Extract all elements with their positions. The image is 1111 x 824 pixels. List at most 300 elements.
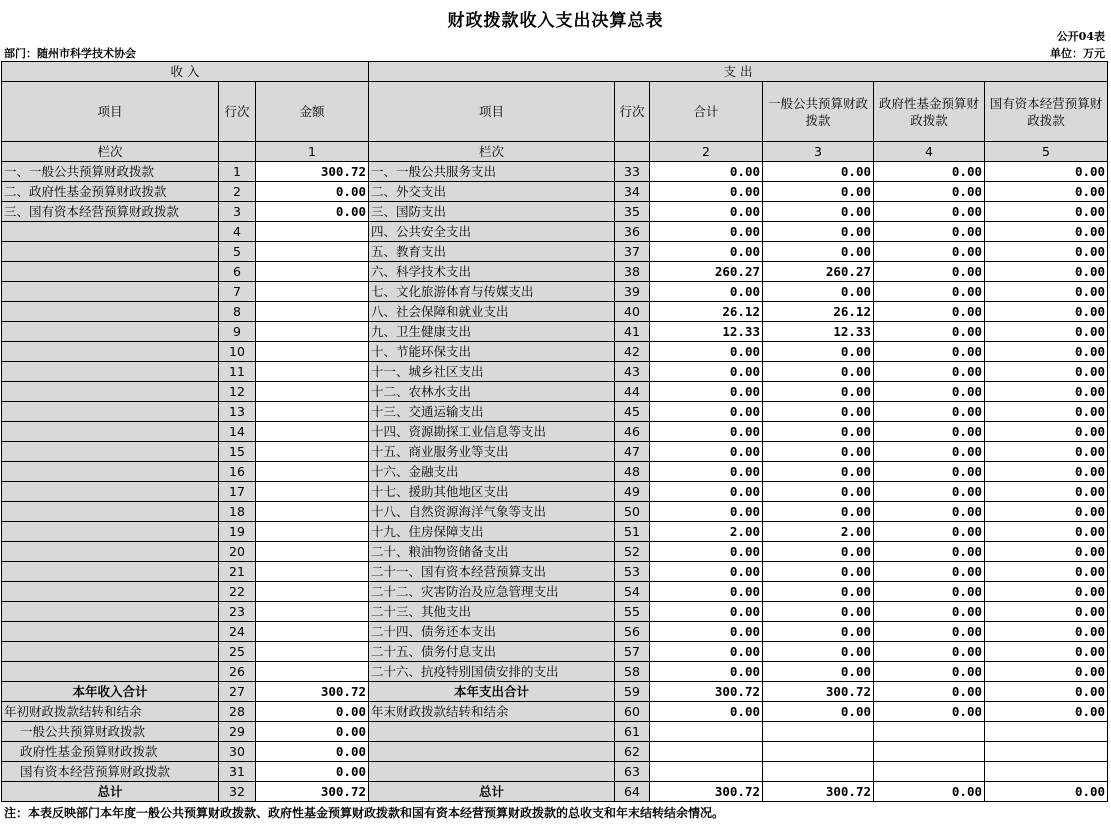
- general-budget-amount: 0.00: [763, 542, 874, 562]
- income-amount: [256, 262, 369, 282]
- gov-fund-amount: 0.00: [874, 682, 985, 702]
- expense-row-no: 45: [615, 402, 650, 422]
- income-row-no: 8: [219, 302, 256, 322]
- income-amount: [256, 302, 369, 322]
- table-row: [2, 582, 1108, 602]
- expense-row-no: 62: [615, 742, 650, 762]
- section-header-row: [2, 62, 1108, 82]
- expense-row-no: 51: [615, 522, 650, 542]
- income-item: [2, 362, 219, 382]
- income-amount: [256, 322, 369, 342]
- state-capital-amount: [985, 762, 1108, 782]
- expense-item: [369, 722, 615, 742]
- income-item: [2, 482, 219, 502]
- expense-item: 十九、住房保障支出: [369, 522, 615, 542]
- budget-summary-table: [1, 61, 1108, 802]
- gov-fund-amount: 0.00: [874, 462, 985, 482]
- total-amount: [650, 742, 763, 762]
- total-amount: 0.00: [650, 662, 763, 682]
- income-row-no: 20: [219, 542, 256, 562]
- table-row: [2, 642, 1108, 662]
- expense-row-no: 58: [615, 662, 650, 682]
- gov-fund-amount: 0.00: [874, 182, 985, 202]
- income-item: 国有资本经营预算财政拨款: [2, 762, 219, 782]
- state-capital-amount: 0.00: [985, 622, 1108, 642]
- gov-fund-amount: 0.00: [874, 662, 985, 682]
- income-amount: [256, 382, 369, 402]
- state-capital-amount: 0.00: [985, 602, 1108, 622]
- total-amount: 2.00: [650, 522, 763, 542]
- general-budget-amount: 2.00: [763, 522, 874, 542]
- expense-row-no: 47: [615, 442, 650, 462]
- income-col-label-blank: [219, 142, 256, 162]
- income-item: 年初财政拨款结转和结余: [2, 702, 219, 722]
- income-item: [2, 642, 219, 662]
- expense-item: 二十二、灾害防治及应急管理支出: [369, 582, 615, 602]
- expense-row-no: 60: [615, 702, 650, 722]
- gov-fund-amount: 0.00: [874, 342, 985, 362]
- gov-fund-amount: [874, 742, 985, 762]
- state-capital-amount: 0.00: [985, 182, 1108, 202]
- total-header: 合计: [650, 82, 763, 142]
- expense-row-no: 46: [615, 422, 650, 442]
- table-row: [2, 402, 1108, 422]
- state-capital-amount: 0.00: [985, 202, 1108, 222]
- state-capital-header: 国有资本经营预算财政拨款: [985, 82, 1108, 142]
- gov-fund-amount: 0.00: [874, 522, 985, 542]
- income-item: 一般公共预算财政拨款: [2, 722, 219, 742]
- gov-fund-amount: 0.00: [874, 202, 985, 222]
- expense-section-header: 支 出: [369, 62, 1108, 82]
- state-capital-amount: [985, 722, 1108, 742]
- expense-row-no: 41: [615, 322, 650, 342]
- gov-fund-amount: 0.00: [874, 242, 985, 262]
- gov-fund-amount: 0.00: [874, 702, 985, 722]
- gov-fund-amount: 0.00: [874, 162, 985, 182]
- expense-row-no: 49: [615, 482, 650, 502]
- expense-item: [369, 742, 615, 762]
- total-amount: 0.00: [650, 222, 763, 242]
- expense-item: 十五、商业服务业等支出: [369, 442, 615, 462]
- income-item: [2, 522, 219, 542]
- total-amount: 0.00: [650, 362, 763, 382]
- carryover-sub-row: [2, 722, 1108, 742]
- income-item: [2, 382, 219, 402]
- total-amount: 0.00: [650, 622, 763, 642]
- state-capital-amount: 0.00: [985, 342, 1108, 362]
- expense-row-no: 35: [615, 202, 650, 222]
- expense-item: 十二、农林水支出: [369, 382, 615, 402]
- expense-row-no: 56: [615, 622, 650, 642]
- income-row-no: 19: [219, 522, 256, 542]
- state-capital-amount: 0.00: [985, 542, 1108, 562]
- general-budget-amount: 0.00: [763, 582, 874, 602]
- income-row-no: 22: [219, 582, 256, 602]
- income-item: [2, 662, 219, 682]
- expense-item: 十四、资源勘探工业信息等支出: [369, 422, 615, 442]
- expense-item: 十八、自然资源海洋气象等支出: [369, 502, 615, 522]
- gov-fund-amount: 0.00: [874, 542, 985, 562]
- expense-row-no: 61: [615, 722, 650, 742]
- expense-row-no: 39: [615, 282, 650, 302]
- state-capital-amount: 0.00: [985, 482, 1108, 502]
- income-row-no: 18: [219, 502, 256, 522]
- gov-fund-amount: 0.00: [874, 622, 985, 642]
- income-amount: 0.00: [256, 722, 369, 742]
- expense-row-no: 43: [615, 362, 650, 382]
- gov-fund-amount: 0.00: [874, 422, 985, 442]
- gov-fund-amount: 0.00: [874, 602, 985, 622]
- total-amount: 0.00: [650, 342, 763, 362]
- state-capital-amount: 0.00: [985, 242, 1108, 262]
- general-budget-amount: 0.00: [763, 442, 874, 462]
- general-budget-amount: 0.00: [763, 282, 874, 302]
- income-row-no: 28: [219, 702, 256, 722]
- expense-row-no: 37: [615, 242, 650, 262]
- table-row: [2, 162, 1108, 182]
- income-amount: [256, 622, 369, 642]
- income-row-no: 13: [219, 402, 256, 422]
- income-item: [2, 342, 219, 362]
- col-4: 4: [874, 142, 985, 162]
- income-item: [2, 302, 219, 322]
- table-row: [2, 622, 1108, 642]
- expense-row-no: 40: [615, 302, 650, 322]
- state-capital-amount: 0.00: [985, 422, 1108, 442]
- income-amount: [256, 462, 369, 482]
- total-amount: 0.00: [650, 162, 763, 182]
- income-item: [2, 542, 219, 562]
- table-row: [2, 542, 1108, 562]
- income-item: 三、国有资本经营预算财政拨款: [2, 202, 219, 222]
- income-item: [2, 622, 219, 642]
- income-item: [2, 442, 219, 462]
- total-amount: 0.00: [650, 422, 763, 442]
- income-item: 二、政府性基金预算财政拨款: [2, 182, 219, 202]
- state-capital-amount: 0.00: [985, 442, 1108, 462]
- expense-item: 十七、援助其他地区支出: [369, 482, 615, 502]
- table-row: [2, 182, 1108, 202]
- income-row-no: 9: [219, 322, 256, 342]
- total-amount: 0.00: [650, 382, 763, 402]
- table-row: [2, 502, 1108, 522]
- income-amount: [256, 402, 369, 422]
- expense-col-label-blank: [615, 142, 650, 162]
- table-row: [2, 202, 1108, 222]
- table-row: [2, 342, 1108, 362]
- table-row: [2, 422, 1108, 442]
- gov-fund-header: 政府性基金预算财政拨款: [874, 82, 985, 142]
- income-row-no: 25: [219, 642, 256, 662]
- income-amount: 0.00: [256, 182, 369, 202]
- column-header-row: [2, 82, 1108, 142]
- expense-item: 三、国防支出: [369, 202, 615, 222]
- income-amount: [256, 502, 369, 522]
- footnote: 注：本表反映部门本年度一般公共预算财政拨款、政府性基金预算财政拨款和国有资本经营预算财政拨款的总收支和年末结转结余情况。: [4, 806, 725, 820]
- income-row-no: 5: [219, 242, 256, 262]
- general-budget-header: 一般公共预算财政拨款: [763, 82, 874, 142]
- gov-fund-amount: 0.00: [874, 442, 985, 462]
- total-amount: 0.00: [650, 402, 763, 422]
- income-item: [2, 562, 219, 582]
- expense-row-no: 57: [615, 642, 650, 662]
- table-row: [2, 222, 1108, 242]
- income-amount: 0.00: [256, 702, 369, 722]
- income-amount: [256, 342, 369, 362]
- expense-item: 年末财政拨款结转和结余: [369, 702, 615, 722]
- income-row-no: 3: [219, 202, 256, 222]
- state-capital-amount: 0.00: [985, 282, 1108, 302]
- expense-row-no: 55: [615, 602, 650, 622]
- expense-item: 九、卫生健康支出: [369, 322, 615, 342]
- total-amount: 300.72: [650, 782, 763, 802]
- income-row-no: 16: [219, 462, 256, 482]
- state-capital-amount: 0.00: [985, 502, 1108, 522]
- gov-fund-amount: 0.00: [874, 262, 985, 282]
- general-budget-amount: 0.00: [763, 642, 874, 662]
- total-amount: 0.00: [650, 642, 763, 662]
- general-budget-amount: 0.00: [763, 382, 874, 402]
- income-amount: 0.00: [256, 742, 369, 762]
- expense-row-no: 38: [615, 262, 650, 282]
- income-item: [2, 402, 219, 422]
- income-amount: [256, 642, 369, 662]
- expense-item: [369, 762, 615, 782]
- form-number: 公开04表: [1056, 30, 1105, 43]
- table-row: [2, 602, 1108, 622]
- income-amount: 300.72: [256, 162, 369, 182]
- gov-fund-amount: 0.00: [874, 642, 985, 662]
- expense-item: 四、公共安全支出: [369, 222, 615, 242]
- expense-item: 一、一般公共服务支出: [369, 162, 615, 182]
- income-col-label: 栏次: [2, 142, 219, 162]
- income-item: [2, 242, 219, 262]
- total-amount: 0.00: [650, 482, 763, 502]
- total-amount: 0.00: [650, 242, 763, 262]
- income-amount: [256, 482, 369, 502]
- grand-total-row: [2, 782, 1108, 802]
- general-budget-amount: 0.00: [763, 202, 874, 222]
- total-amount: 0.00: [650, 182, 763, 202]
- column-number-row: [2, 142, 1108, 162]
- general-budget-amount: 0.00: [763, 702, 874, 722]
- table-row: [2, 562, 1108, 582]
- expense-row-no: 48: [615, 462, 650, 482]
- income-row-no: 10: [219, 342, 256, 362]
- income-row-no: 14: [219, 422, 256, 442]
- total-amount: 12.33: [650, 322, 763, 342]
- table-row: [2, 462, 1108, 482]
- total-amount: 260.27: [650, 262, 763, 282]
- total-amount: 26.12: [650, 302, 763, 322]
- expense-row-no: 54: [615, 582, 650, 602]
- gov-fund-amount: 0.00: [874, 782, 985, 802]
- income-amount: [256, 242, 369, 262]
- income-item: 一、一般公共预算财政拨款: [2, 162, 219, 182]
- state-capital-amount: 0.00: [985, 462, 1108, 482]
- expense-item: 六、科学技术支出: [369, 262, 615, 282]
- income-item: [2, 262, 219, 282]
- state-capital-amount: 0.00: [985, 382, 1108, 402]
- gov-fund-amount: 0.00: [874, 482, 985, 502]
- income-row-no: 15: [219, 442, 256, 462]
- income-item: [2, 582, 219, 602]
- state-capital-amount: 0.00: [985, 302, 1108, 322]
- income-item: [2, 322, 219, 342]
- total-amount: 0.00: [650, 562, 763, 582]
- table-row: [2, 282, 1108, 302]
- state-capital-amount: 0.00: [985, 582, 1108, 602]
- income-item: 总计: [2, 782, 219, 802]
- gov-fund-amount: 0.00: [874, 322, 985, 342]
- expense-item: 本年支出合计: [369, 682, 615, 702]
- expense-row-no: 44: [615, 382, 650, 402]
- income-row-no-header: 行次: [219, 82, 256, 142]
- general-budget-amount: [763, 722, 874, 742]
- total-amount: 0.00: [650, 582, 763, 602]
- carryover-sub-row: [2, 742, 1108, 762]
- gov-fund-amount: 0.00: [874, 282, 985, 302]
- general-budget-amount: 300.72: [763, 682, 874, 702]
- general-budget-amount: 12.33: [763, 322, 874, 342]
- state-capital-amount: 0.00: [985, 642, 1108, 662]
- expense-item: 十六、金融支出: [369, 462, 615, 482]
- income-item: [2, 462, 219, 482]
- income-amount: [256, 442, 369, 462]
- general-budget-amount: 0.00: [763, 422, 874, 442]
- expense-row-no: 36: [615, 222, 650, 242]
- expense-col-label: 栏次: [369, 142, 615, 162]
- income-item: [2, 502, 219, 522]
- total-amount: 0.00: [650, 702, 763, 722]
- table-row: [2, 522, 1108, 542]
- income-row-no: 12: [219, 382, 256, 402]
- gov-fund-amount: 0.00: [874, 302, 985, 322]
- total-amount: 0.00: [650, 602, 763, 622]
- general-budget-amount: 0.00: [763, 502, 874, 522]
- gov-fund-amount: 0.00: [874, 582, 985, 602]
- income-amount: 0.00: [256, 762, 369, 782]
- table-row: [2, 362, 1108, 382]
- income-amount: 0.00: [256, 202, 369, 222]
- expense-item: 十、节能环保支出: [369, 342, 615, 362]
- state-capital-amount: 0.00: [985, 522, 1108, 542]
- total-amount: 0.00: [650, 442, 763, 462]
- income-row-no: 2: [219, 182, 256, 202]
- income-item: [2, 282, 219, 302]
- table-row: [2, 242, 1108, 262]
- income-amount: [256, 662, 369, 682]
- expense-item: 二十三、其他支出: [369, 602, 615, 622]
- income-item: [2, 602, 219, 622]
- state-capital-amount: 0.00: [985, 562, 1108, 582]
- general-budget-amount: 260.27: [763, 262, 874, 282]
- gov-fund-amount: [874, 722, 985, 742]
- table-row: [2, 322, 1108, 342]
- income-amount: [256, 282, 369, 302]
- state-capital-amount: 0.00: [985, 162, 1108, 182]
- state-capital-amount: 0.00: [985, 322, 1108, 342]
- expense-item: 八、社会保障和就业支出: [369, 302, 615, 322]
- general-budget-amount: 0.00: [763, 662, 874, 682]
- income-amount-header: 金额: [256, 82, 369, 142]
- income-section-header: 收 入: [2, 62, 369, 82]
- total-amount: 0.00: [650, 202, 763, 222]
- subtotal-row: [2, 682, 1108, 702]
- total-amount: 300.72: [650, 682, 763, 702]
- general-budget-amount: 0.00: [763, 402, 874, 422]
- income-row-no: 21: [219, 562, 256, 582]
- col-3: 3: [763, 142, 874, 162]
- total-amount: [650, 762, 763, 782]
- col-2: 2: [650, 142, 763, 162]
- expense-row-no: 42: [615, 342, 650, 362]
- gov-fund-amount: 0.00: [874, 562, 985, 582]
- general-budget-amount: 0.00: [763, 242, 874, 262]
- expense-item: 五、教育支出: [369, 242, 615, 262]
- total-amount: 0.00: [650, 502, 763, 522]
- state-capital-amount: [985, 742, 1108, 762]
- expense-row-no-header: 行次: [615, 82, 650, 142]
- carryover-sub-row: [2, 762, 1108, 782]
- table-row: [2, 302, 1108, 322]
- expense-item: 二十、粮油物资储备支出: [369, 542, 615, 562]
- expense-item: 十一、城乡社区支出: [369, 362, 615, 382]
- general-budget-amount: 0.00: [763, 602, 874, 622]
- gov-fund-amount: [874, 762, 985, 782]
- state-capital-amount: 0.00: [985, 702, 1108, 722]
- expense-row-no: 53: [615, 562, 650, 582]
- income-amount: [256, 522, 369, 542]
- income-row-no: 1: [219, 162, 256, 182]
- income-amount: 300.72: [256, 782, 369, 802]
- general-budget-amount: 0.00: [763, 342, 874, 362]
- income-item: 本年收入合计: [2, 682, 219, 702]
- income-amount: [256, 542, 369, 562]
- expense-row-no: 59: [615, 682, 650, 702]
- state-capital-amount: 0.00: [985, 782, 1108, 802]
- general-budget-amount: 300.72: [763, 782, 874, 802]
- income-amount: [256, 222, 369, 242]
- income-row-no: 6: [219, 262, 256, 282]
- income-row-no: 30: [219, 742, 256, 762]
- total-amount: [650, 722, 763, 742]
- expense-item: 总计: [369, 782, 615, 802]
- general-budget-amount: 0.00: [763, 462, 874, 482]
- income-row-no: 24: [219, 622, 256, 642]
- expense-item: 二、外交支出: [369, 182, 615, 202]
- expense-item: 七、文化旅游体育与传媒支出: [369, 282, 615, 302]
- income-item-header: 项目: [2, 82, 219, 142]
- income-amount: 300.72: [256, 682, 369, 702]
- expense-item-header: 项目: [369, 82, 615, 142]
- general-budget-amount: 0.00: [763, 482, 874, 502]
- income-row-no: 7: [219, 282, 256, 302]
- income-row-no: 32: [219, 782, 256, 802]
- general-budget-amount: 0.00: [763, 182, 874, 202]
- department-label: 部门：随州市科学技术协会: [4, 47, 136, 60]
- income-row-no: 26: [219, 662, 256, 682]
- state-capital-amount: 0.00: [985, 662, 1108, 682]
- report-title: 财政拨款收入支出决算总表: [447, 11, 664, 31]
- gov-fund-amount: 0.00: [874, 362, 985, 382]
- income-amount: [256, 362, 369, 382]
- total-amount: 0.00: [650, 462, 763, 482]
- expense-item: 二十六、抗疫特别国债安排的支出: [369, 662, 615, 682]
- general-budget-amount: [763, 742, 874, 762]
- expense-item: 二十五、债务付息支出: [369, 642, 615, 662]
- income-row-no: 4: [219, 222, 256, 242]
